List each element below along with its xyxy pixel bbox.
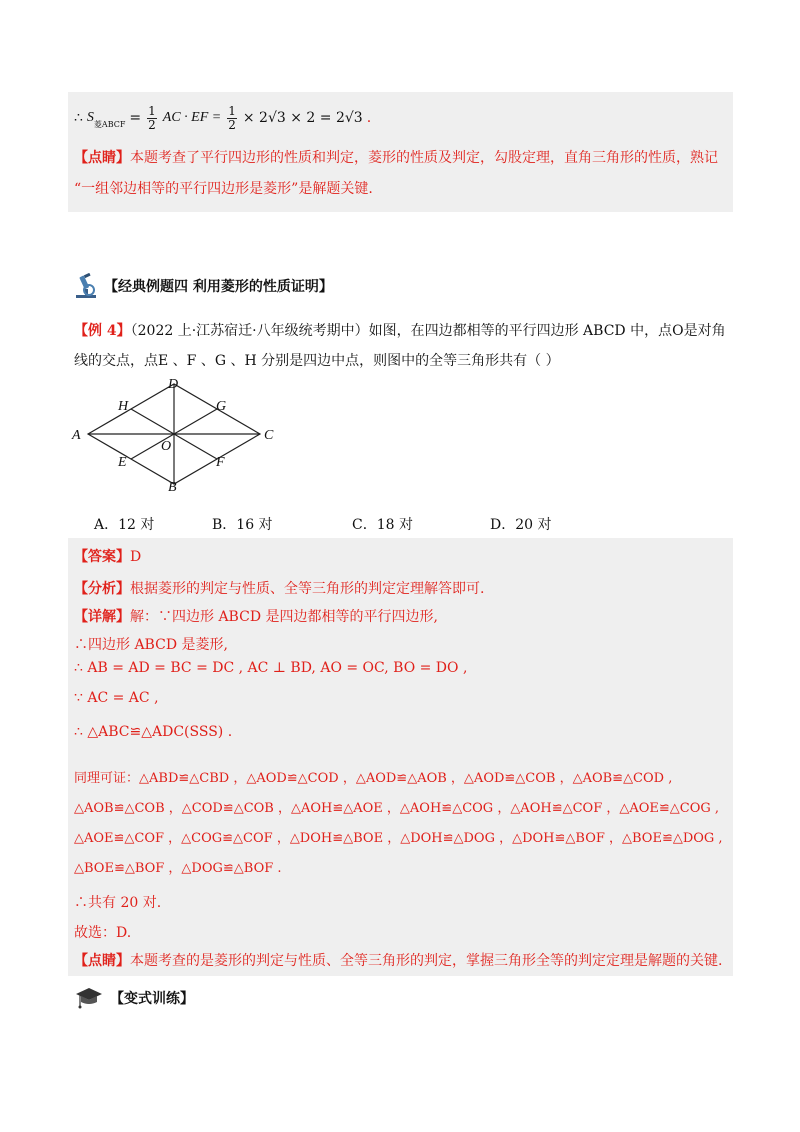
label-h: H xyxy=(118,399,129,414)
choice-a[interactable]: A．12 对 xyxy=(94,517,155,533)
microscope-icon xyxy=(74,273,100,299)
detail-line1: 【详解】解：∵四边形 ABCD 是四边都相等的平行四边形, xyxy=(74,609,438,625)
previous-comment-line1: 【点睛】本题考查了平行四边形的性质和判定，菱形的性质及判定，勾股定理，直角三角形的性质，熟记 xyxy=(74,150,718,166)
label-c: C xyxy=(264,428,274,443)
previous-comment-line2: “一组邻边相等的平行四边形是菱形”是解题关键. xyxy=(74,181,373,197)
section-title: 【经典例题四 利用菱形的性质证明】 xyxy=(104,279,333,295)
detail-label: 【详解】 xyxy=(74,609,130,625)
similar-row1: 同理可证：△ABD≌△CBD ，△AOD≌△COD ，△AOD≌△AOB ，△AOD≌△COB ，△AOB≌△COD , xyxy=(74,771,673,786)
graduation-cap-icon xyxy=(74,986,104,1010)
detail-line3: ∴ AB = AD = BC = DC , AC ⊥ BD, AO = OC, BO = DO , xyxy=(74,660,468,676)
variant-header xyxy=(74,984,194,1012)
fraction-half-2: $\frac{1}{2}$ xyxy=(228,103,236,132)
variant-title: 【变式训练】 xyxy=(110,991,194,1007)
similar-proofs xyxy=(74,764,734,884)
label-f: F xyxy=(216,455,225,470)
solution-comment-label: 【点睛】 xyxy=(74,953,130,969)
choose-line: 故选：D. xyxy=(74,925,132,941)
section-header xyxy=(74,272,333,300)
choice-b[interactable]: B．16 对 xyxy=(212,517,273,533)
answer-label: 【答案】 xyxy=(74,549,130,565)
choice-c[interactable]: C．18 对 xyxy=(352,517,413,533)
similar-row2: △AOB≌△COB ，△COD≌△COB ，△AOH≌△AOE ，△AOH≌△COG ，△AOH≌△COF ，△AOE≌△COG , xyxy=(74,801,720,816)
total-line: ∴共有 20 对. xyxy=(74,895,162,911)
choice-d[interactable]: D．20 对 xyxy=(490,517,552,533)
detail-line5: ∴ △ABC≌△ADC(SSS) . xyxy=(74,724,233,740)
solution-block xyxy=(68,538,733,976)
fraction-half: $\frac{1}{2}$ xyxy=(148,103,156,132)
analysis-label: 【分析】 xyxy=(74,581,130,597)
label-o: O xyxy=(161,439,172,454)
label-d: D xyxy=(168,377,179,392)
label-b: B xyxy=(168,480,177,494)
area-symbol: S xyxy=(86,110,94,125)
product-expression: AC · EF = xyxy=(162,110,222,125)
example-line1: 【例 4】（2022 上·江苏宿迁·八年级统考期中）如图，在四边都相等的平行四边形 ABCD 中，点O是对角 xyxy=(74,323,726,339)
similar-row4: △BOE≌△BOF ，△DOG≌△BOF . xyxy=(74,861,282,876)
answer-value: D xyxy=(130,549,142,565)
detail-line4: ∵ AC = AC , xyxy=(74,690,159,706)
answer-line xyxy=(74,546,141,566)
example-label: 【例 4】 xyxy=(74,323,131,339)
area-subscript: 菱ABCF xyxy=(93,119,126,129)
label-a: A xyxy=(72,428,81,443)
similar-row3: △AOE≌△COF ，△COG≌△COF ，△DOH≌△BOE ，△DOH≌△DOG ，△DOH≌△BOF ，△BOE≌△DOG , xyxy=(74,831,723,846)
area-formula: ∴ S 菱ABCF = $\frac{1}{2}$ AC · EF = $\frac{1}{2}$ × 2√3 × 2 = 2√3 . xyxy=(74,103,372,132)
comment-label: 【点睛】 xyxy=(74,150,130,166)
label-g: G xyxy=(216,399,227,414)
analysis-line: 【分析】根据菱形的判定与性质、全等三角形的判定定理解答即可. xyxy=(74,581,485,597)
label-e: E xyxy=(118,455,127,470)
rhombus-figure xyxy=(70,374,290,494)
times-expression: × 2√3 × 2 = 2√3 xyxy=(242,110,363,126)
solution-comment: 【点睛】本题考查的是菱形的判定与性质、全等三角形的判定，掌握三角形全等的判定定理是解题的关键. xyxy=(74,953,723,969)
example-line2: 线的交点，点E 、F 、G 、H 分别是四边中点，则图中的全等三角形共有（ ） xyxy=(74,353,560,369)
detail-line2: ∴四边形 ABCD 是菱形, xyxy=(74,637,228,653)
